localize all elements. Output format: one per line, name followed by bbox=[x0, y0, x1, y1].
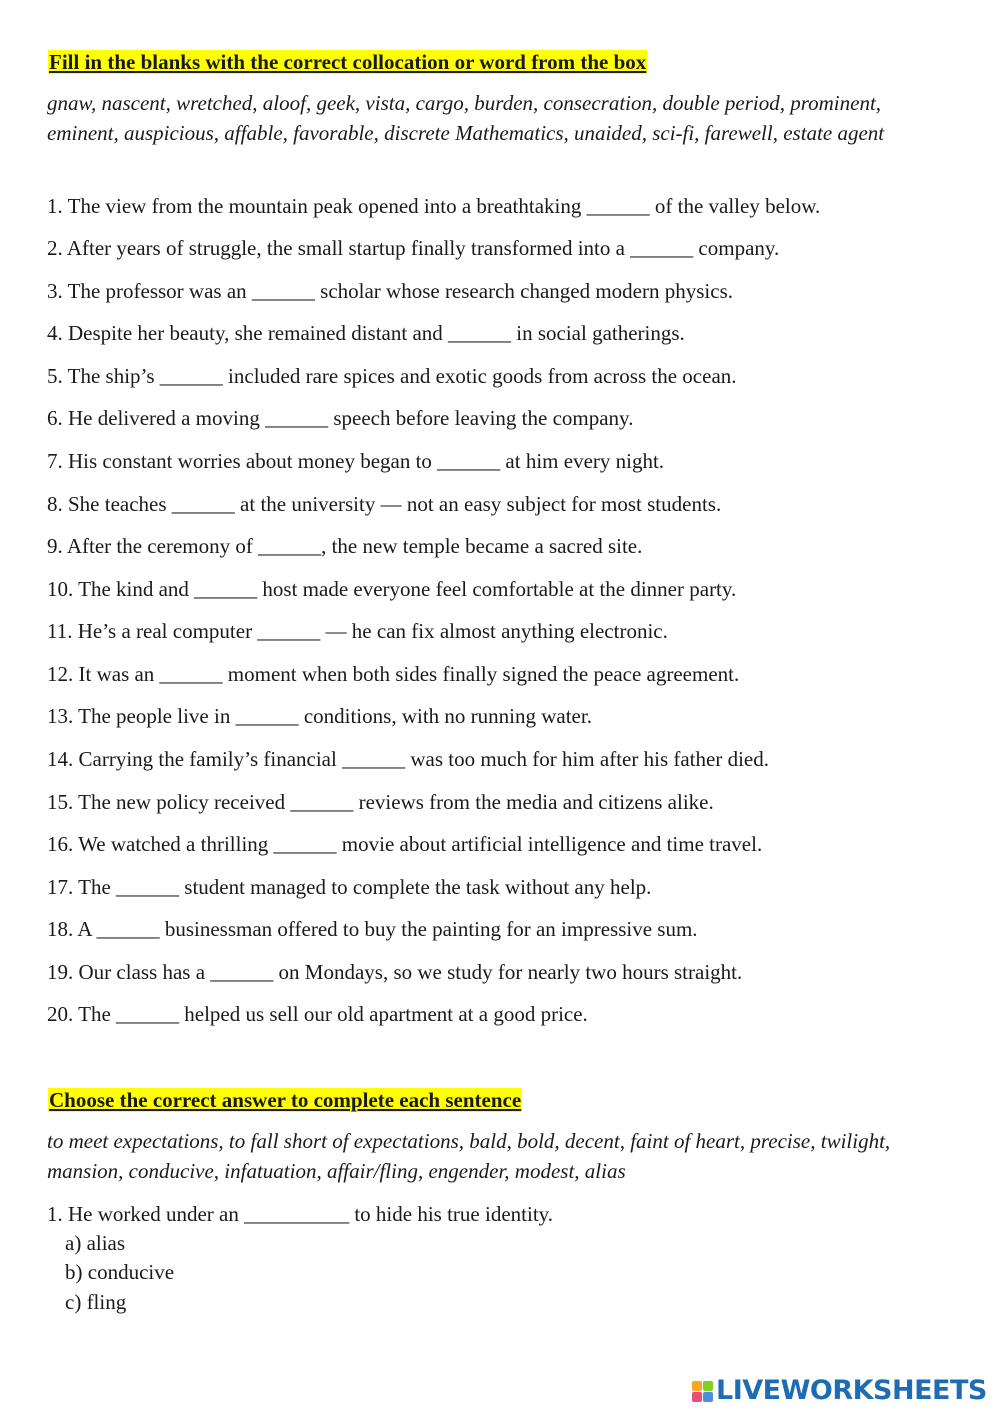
question-6: 6. He delivered a moving ______ speech before leaving the company. bbox=[47, 406, 634, 430]
question-7: 7. His constant worries about money began to ______ at him every night. bbox=[47, 449, 665, 473]
question-15: 15. The new policy received ______ reviews from the media and citizens alike. bbox=[47, 790, 714, 814]
option-c: c) fling bbox=[65, 1290, 127, 1314]
liveworksheets-logo-icon bbox=[692, 1381, 713, 1402]
question-14: 14. Carrying the family’s financial ______ was too much for him after his father died. bbox=[47, 747, 769, 771]
question-9: 9. After the ceremony of ______, the new temple became a sacred site. bbox=[47, 534, 643, 558]
question-5: 5. The ship’s ______ included rare spices and exotic goods from across the ocean. bbox=[47, 364, 737, 388]
section2-word-box: to meet expectations, to fall short of expectations, bald, bold, decent, faint of heart, precise, twilight, mansion, conducive, infatuation, affair/fling, engender, modest, alias bbox=[47, 1129, 891, 1183]
logo-text: LIVEWORKSHEETS bbox=[716, 1375, 987, 1406]
section1-word-box: gnaw, nascent, wretched, aloof, geek, vista, cargo, burden, consecration, double period, prominent, eminent, auspicious, affable, favorable, discrete Mathematics, unaided, sci-fi, farewell, estate agent bbox=[47, 91, 885, 145]
section1-heading: Fill in the blanks with the correct collocation or word from the box bbox=[49, 50, 647, 74]
question-11: 11. He’s a real computer ______ — he can fix almost anything electronic. bbox=[47, 619, 668, 643]
question-1: 1. The view from the mountain peak opened into a breathtaking ______ of the valley below. bbox=[47, 194, 821, 218]
question-18: 18. A ______ businessman offered to buy the painting for an impressive sum. bbox=[47, 917, 698, 941]
question-20: 20. The ______ helped us sell our old apartment at a good price. bbox=[47, 1002, 588, 1026]
question-12: 12. It was an ______ moment when both sides finally signed the peace agreement. bbox=[47, 662, 740, 686]
question-17: 17. The ______ student managed to complete the task without any help. bbox=[47, 875, 652, 899]
question-8: 8. She teaches ______ at the university — not an easy subject for most students. bbox=[47, 492, 722, 516]
option-b: b) conducive bbox=[65, 1260, 175, 1284]
question-16: 16. We watched a thrilling ______ movie about artificial intelligence and time travel. bbox=[47, 832, 763, 856]
section2-heading: Choose the correct answer to complete each sentence bbox=[49, 1088, 522, 1112]
section2-question-1: 1. He worked under an __________ to hide his true identity. bbox=[47, 1202, 554, 1226]
question-19: 19. Our class has a ______ on Mondays, so we study for nearly two hours straight. bbox=[47, 960, 743, 984]
question-4: 4. Despite her beauty, she remained distant and ______ in social gatherings. bbox=[47, 321, 685, 345]
option-a: a) alias bbox=[65, 1231, 126, 1255]
question-10: 10. The kind and ______ host made everyone feel comfortable at the dinner party. bbox=[47, 577, 737, 601]
question-3: 3. The professor was an ______ scholar whose research changed modern physics. bbox=[47, 279, 733, 303]
question-2: 2. After years of struggle, the small startup finally transformed into a ______ company. bbox=[47, 236, 780, 260]
question-13: 13. The people live in ______ conditions, with no running water. bbox=[47, 704, 592, 728]
liveworksheets-logo bbox=[692, 1376, 987, 1406]
